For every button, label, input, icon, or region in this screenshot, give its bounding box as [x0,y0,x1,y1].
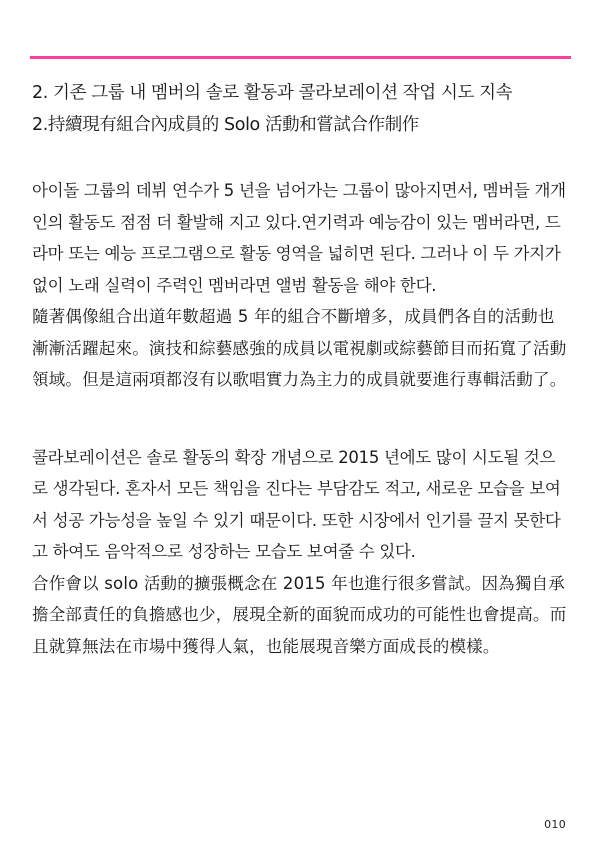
paragraph-1-chinese: 隨著偶像組合出道年數超過 5 年的組合不斷增多，成員們各自的活動也漸漸活躍起來。演技和綜藝感強的成員以電視劇或綜藝節目而拓寬了活動領域。但是這兩項都沒有以歌唱實力為主力的成員就要進行專輯活動了。 [32,307,567,389]
section-heading-chinese: 2.持續現有組合內成員的 Solo 活動和嘗試合作制作 [32,115,419,135]
section-heading-korean: 2. 기존 그룹 내 멤버의 솔로 활동과 콜라보레이션 작업 시도 지속 [32,83,513,103]
paragraph-2-korean: 콜라보레이션은 솔로 활동의 확장 개념으로 2015 년에도 많이 시도될 것으로 생각된다. 혼자서 모든 책임을 진다는 부담감도 적고, 새로운 모습을 보여서 성공 가능성을 높일 수 있기 때문이다. 또한 시장에서 인기를 끌지 못한다고 하여도 음악적으로 성장하는 모습도 보여줄 수 있다. [32,447,561,561]
section-heading-block [32,77,577,141]
paragraph-2-chinese: 合作會以 solo 活動的擴張概念在 2015 年也進行很多嘗試。因為獨自承擔全部責任的負擔感也少，展現全新的面貌而成功的可能性也會提高。而且就算無法在市場中獲得人氣，也能展現音樂方面成長的模樣。 [32,573,567,656]
paragraph-1-korean: 아이돌 그룹의 데뷔 연수가 5 년을 넘어가는 그룹이 많아지면서, 멤버들 개개인의 활동도 점점 더 활발해 지고 있다.연기력과 예능감이 있는 멤버라면, 드라마 또는 예능 프로그램으로 활동 영역을 넓히면 된다. 그러나 이 두 가지가 없이 노래 실력이 주력인 멤버라면 앨범 활동을 해야 한다. [32,181,566,295]
page-number: 010 [544,818,566,831]
paragraph-spacer [32,396,568,442]
accent-divider [30,56,571,59]
body-text [32,175,568,662]
